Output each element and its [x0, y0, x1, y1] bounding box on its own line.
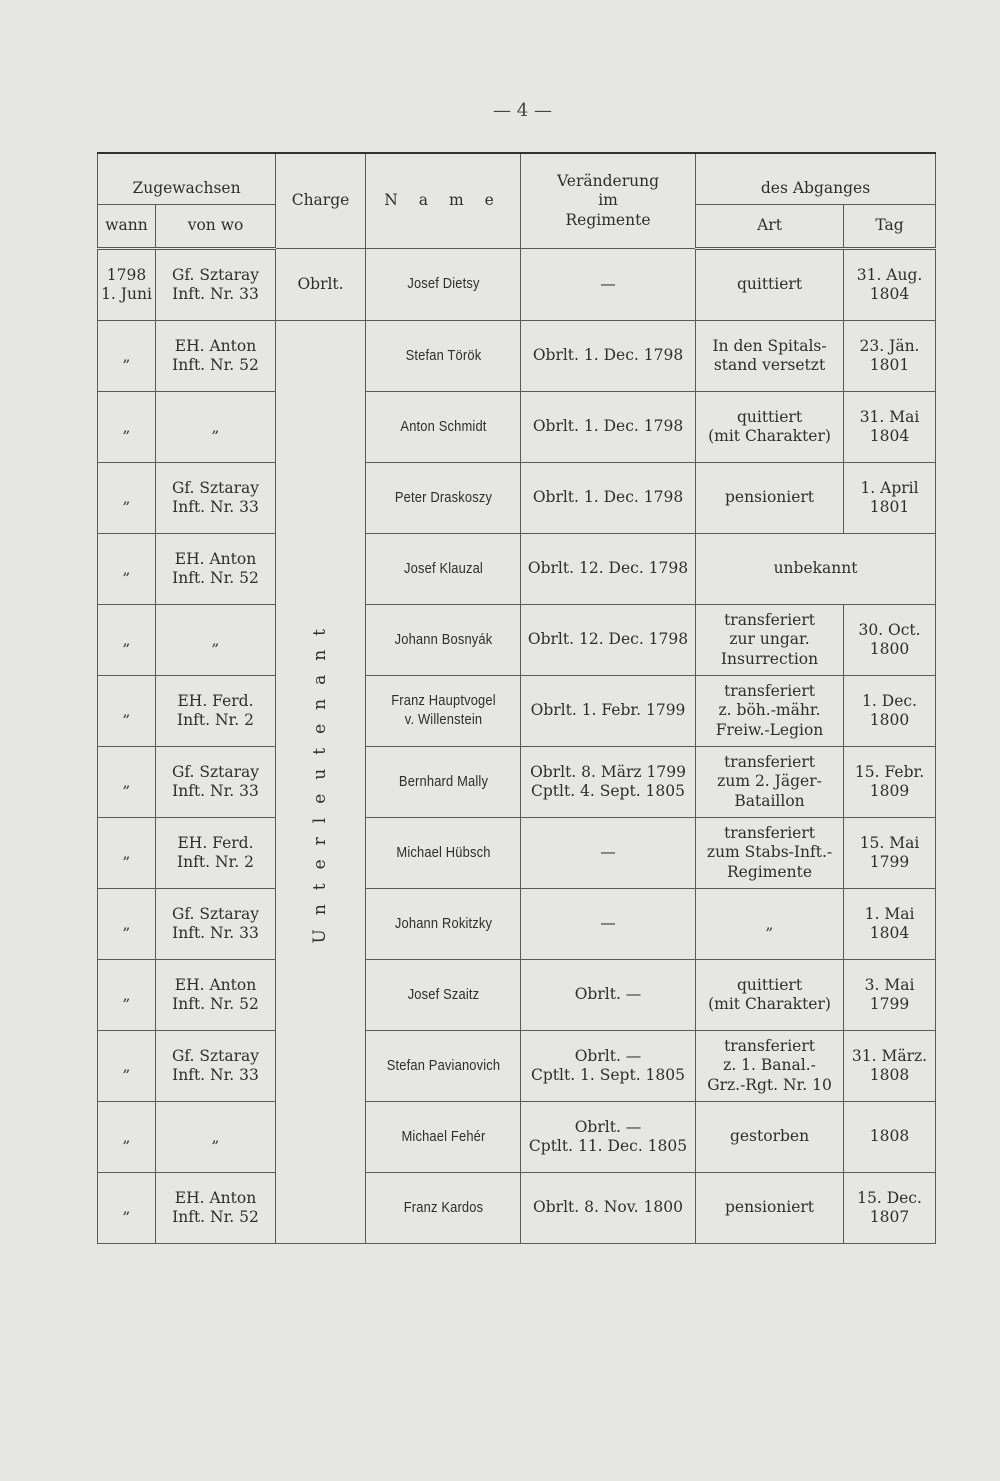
- cell-wann: „: [98, 676, 156, 747]
- header-des-abganges: des Abganges: [696, 153, 936, 205]
- cell-tag: 31. Mai 1804: [844, 392, 936, 463]
- charge-unterleutenant: [276, 321, 366, 1244]
- cell-tag: 31. März. 1808: [844, 1031, 936, 1102]
- cell-art: quittiert (mit Charakter): [696, 392, 844, 463]
- cell-wann: „: [98, 534, 156, 605]
- cell-tag: 1. April 1801: [844, 463, 936, 534]
- cell-name: Johann Bosnyák: [376, 605, 509, 676]
- table-row: [98, 249, 936, 321]
- table-row: [98, 321, 936, 392]
- header-veraenderung: Veränderung im Regimente: [521, 153, 696, 249]
- cell-veraenderung: Obrlt. —: [521, 960, 696, 1031]
- cell-tag: 15. Mai 1799: [844, 818, 936, 889]
- cell-tag: 1808: [844, 1102, 936, 1173]
- cell-name: Franz Kardos: [376, 1173, 509, 1244]
- cell-von-wo: Gf. Sztaray Inft. Nr. 33: [156, 249, 276, 321]
- cell-art: transferiert zum Stabs-Inft.- Regimente: [696, 818, 844, 889]
- cell-tag: 1. Mai 1804: [844, 889, 936, 960]
- cell-art: „: [696, 889, 844, 960]
- cell-veraenderung: Obrlt. — Cptlt. 1. Sept. 1805: [521, 1031, 696, 1102]
- cell-veraenderung: Obrlt. 12. Dec. 1798: [521, 534, 696, 605]
- cell-von-wo: EH. Ferd. Inft. Nr. 2: [156, 818, 276, 889]
- cell-von-wo: „: [156, 1102, 276, 1173]
- cell-wann: 1798 1. Juni: [98, 249, 156, 321]
- cell-art: gestorben: [696, 1102, 844, 1173]
- cell-veraenderung: Obrlt. 1. Febr. 1799: [521, 676, 696, 747]
- cell-wann: „: [98, 321, 156, 392]
- cell-name: Michael Fehér: [376, 1102, 509, 1173]
- cell-veraenderung: Obrlt. 1. Dec. 1798: [521, 392, 696, 463]
- cell-tag: 1. Dec. 1800: [844, 676, 936, 747]
- cell-tag: 15. Febr. 1809: [844, 747, 936, 818]
- cell-name: Johann Rokitzky: [376, 889, 509, 960]
- cell-wann: „: [98, 960, 156, 1031]
- table-row: [98, 747, 936, 818]
- cell-von-wo: „: [156, 605, 276, 676]
- table-row: [98, 392, 936, 463]
- cell-art: quittiert (mit Charakter): [696, 960, 844, 1031]
- cell-art: pensioniert: [696, 463, 844, 534]
- cell-art: quittiert: [696, 249, 844, 321]
- cell-veraenderung: Obrlt. 12. Dec. 1798: [521, 605, 696, 676]
- page-number: — 4 —: [493, 100, 552, 121]
- cell-wann: „: [98, 605, 156, 676]
- cell-veraenderung: —: [521, 818, 696, 889]
- cell-art: transferiert z. böh.-mähr. Freiw.-Legion: [696, 676, 844, 747]
- cell-wann: „: [98, 1102, 156, 1173]
- cell-name: Michael Hübsch: [376, 818, 509, 889]
- header-art: Art: [696, 205, 844, 249]
- cell-von-wo: EH. Anton Inft. Nr. 52: [156, 534, 276, 605]
- cell-art: pensioniert: [696, 1173, 844, 1244]
- cell-name: Stefan Török: [376, 321, 509, 392]
- cell-name: Josef Klauzal: [376, 534, 509, 605]
- register-table: [97, 152, 936, 1244]
- table-row: [98, 818, 936, 889]
- header-wann: wann: [98, 205, 156, 249]
- cell-veraenderung: Obrlt. — Cptlt. 11. Dec. 1805: [521, 1102, 696, 1173]
- header-charge: Charge: [276, 153, 366, 249]
- header-name: N a m e: [366, 153, 521, 249]
- cell-name: Josef Dietsy: [376, 249, 509, 321]
- cell-name: Anton Schmidt: [376, 392, 509, 463]
- cell-name: Bernhard Mally: [376, 747, 509, 818]
- table-row: [98, 676, 936, 747]
- cell-von-wo: Gf. Sztaray Inft. Nr. 33: [156, 463, 276, 534]
- cell-name: Franz Hauptvogel v. Willenstein: [376, 676, 509, 747]
- cell-von-wo: Gf. Sztaray Inft. Nr. 33: [156, 889, 276, 960]
- table-row: [98, 605, 936, 676]
- cell-wann: „: [98, 392, 156, 463]
- cell-veraenderung: —: [521, 889, 696, 960]
- table-row: [98, 1173, 936, 1244]
- cell-wann: „: [98, 463, 156, 534]
- cell-von-wo: EH. Anton Inft. Nr. 52: [156, 321, 276, 392]
- cell-von-wo: EH. Ferd. Inft. Nr. 2: [156, 676, 276, 747]
- table-row: [98, 534, 936, 605]
- header-tag: Tag: [844, 205, 936, 249]
- cell-art: In den Spitals- stand versetzt: [696, 321, 844, 392]
- table-row: [98, 463, 936, 534]
- cell-veraenderung: —: [521, 249, 696, 321]
- cell-wann: „: [98, 889, 156, 960]
- cell-veraenderung: Obrlt. 8. März 1799 Cptlt. 4. Sept. 1805: [521, 747, 696, 818]
- cell-wann: „: [98, 818, 156, 889]
- cell-wann: „: [98, 1173, 156, 1244]
- cell-tag: 3. Mai 1799: [844, 960, 936, 1031]
- cell-charge: Obrlt.: [276, 249, 366, 321]
- table-row: [98, 960, 936, 1031]
- header-row-top: [98, 153, 936, 205]
- cell-name: Josef Szaitz: [376, 960, 509, 1031]
- cell-tag: 23. Jän. 1801: [844, 321, 936, 392]
- cell-art-tag: unbekannt: [696, 534, 936, 605]
- cell-tag: 30. Oct. 1800: [844, 605, 936, 676]
- header-zugewachsen: Zugewachsen: [98, 153, 276, 205]
- cell-name: Stefan Pavianovich: [376, 1031, 509, 1102]
- cell-veraenderung: Obrlt. 1. Dec. 1798: [521, 463, 696, 534]
- cell-von-wo: „: [156, 392, 276, 463]
- cell-art: transferiert zum 2. Jäger- Bataillon: [696, 747, 844, 818]
- cell-name: Peter Draskoszy: [376, 463, 509, 534]
- table-row: [98, 889, 936, 960]
- cell-veraenderung: Obrlt. 8. Nov. 1800: [521, 1173, 696, 1244]
- cell-art: transferiert zur ungar. Insurrection: [696, 605, 844, 676]
- cell-von-wo: Gf. Sztaray Inft. Nr. 33: [156, 1031, 276, 1102]
- table-row: [98, 1102, 936, 1173]
- cell-von-wo: Gf. Sztaray Inft. Nr. 33: [156, 747, 276, 818]
- cell-wann: „: [98, 1031, 156, 1102]
- cell-von-wo: EH. Anton Inft. Nr. 52: [156, 960, 276, 1031]
- cell-von-wo: EH. Anton Inft. Nr. 52: [156, 1173, 276, 1244]
- cell-tag: 31. Aug. 1804: [844, 249, 936, 321]
- table-row: [98, 1031, 936, 1102]
- rank-label: Unterleutenant: [309, 615, 330, 944]
- cell-art: transferiert z. 1. Banal.- Grz.-Rgt. Nr. 10: [696, 1031, 844, 1102]
- cell-wann: „: [98, 747, 156, 818]
- cell-tag: 15. Dec. 1807: [844, 1173, 936, 1244]
- cell-veraenderung: Obrlt. 1. Dec. 1798: [521, 321, 696, 392]
- header-von-wo: von wo: [156, 205, 276, 249]
